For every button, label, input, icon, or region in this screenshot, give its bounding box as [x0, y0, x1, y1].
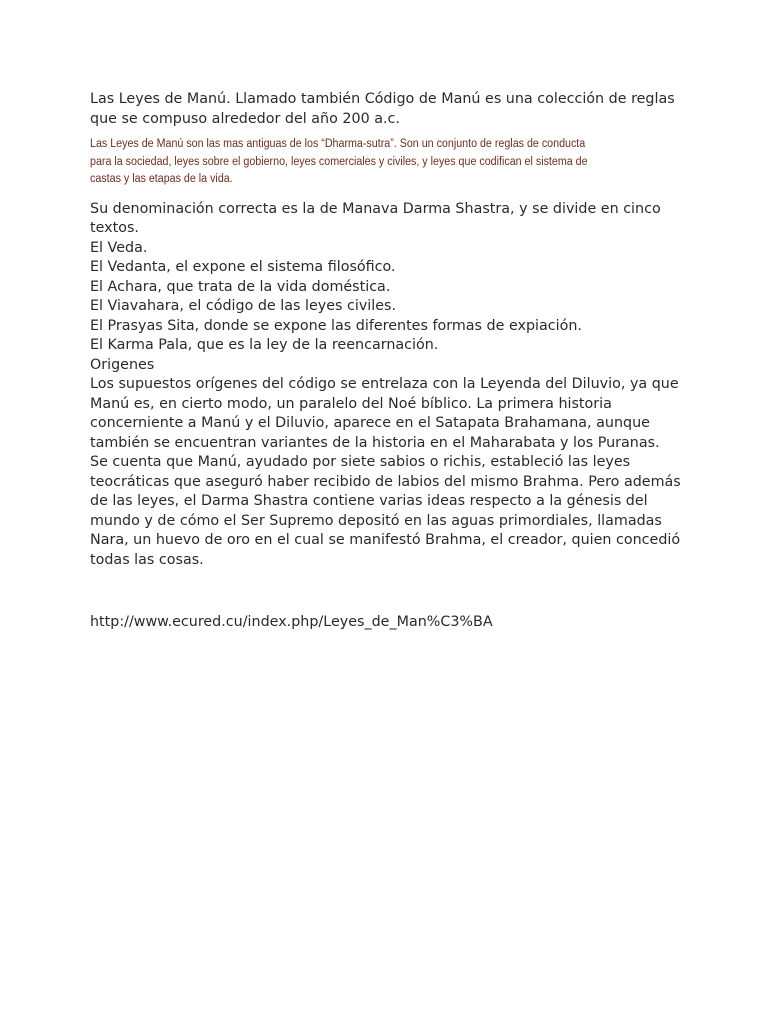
leyes-line: de las leyes, el Darma Shastra contiene varias ideas respecto a la génesis del: [90, 493, 648, 509]
origenes-line: Manú es, en cierto modo, un paralelo del Noé bíblico. La primera historia: [90, 395, 612, 412]
denominacion-line: Su denominación correcta es la de Manava Darma Shastra, y se divide en cinco: [90, 200, 661, 217]
intro-line: que se compuso alrededor del año 200 a.c.: [90, 110, 400, 127]
list-item: El Veda.: [90, 239, 148, 256]
leyes-line: teocráticas que aseguró haber recibido de labios del mismo Brahma. Pero además: [90, 473, 681, 490]
intro-line: Las Leyes de Manú. Llamado también Código de Manú es una colección de reglas: [90, 91, 675, 107]
list-item: El Karma Pala, que es la ley de la reencarnación.: [90, 337, 439, 353]
quote-line: castas y las etapas de la vida.: [90, 173, 233, 185]
list-item: El Achara, que trata de la vida doméstica.: [90, 278, 391, 295]
intro-paragraph: [90, 90, 690, 129]
list-item: El Vedanta, el expone el sistema filosófico.: [90, 259, 396, 275]
section-heading-origenes: Origenes: [90, 356, 155, 373]
origenes-line: también se encuentran variantes de la historia en el Maharabata y los Puranas.: [90, 434, 660, 451]
source-url: http://www.ecured.cu/index.php/Leyes_de_Man%C3%BA: [90, 614, 493, 630]
origenes-line: concerniente a Manú y el Diluvio, aparece en el Satapata Brahamana, aunque: [90, 415, 650, 431]
quote-paragraph: [90, 136, 648, 189]
quote-line: Las Leyes de Manú son las mas antiguas de los “Dharma-sutra”. Son un conjunto de reglas de conducta: [90, 138, 586, 150]
denominacion-line: textos.: [90, 220, 139, 236]
spacer: [90, 570, 690, 613]
leyes-line: mundo y de cómo el Ser Supremo depositó en las aguas primordiales, llamadas: [90, 512, 662, 529]
origenes-line: Los supuestos orígenes del código se entrelaza con la Leyenda del Diluvio, ya que: [90, 376, 679, 392]
leyes-paragraph: [90, 453, 690, 570]
leyes-line: Nara, un huevo de oro en el cual se manifestó Brahma, el creador, quien concedió: [90, 532, 681, 548]
denominacion-paragraph: [90, 200, 690, 239]
leyes-line: todas las cosas.: [90, 551, 204, 568]
document-body: [90, 90, 690, 633]
origenes-paragraph: [90, 375, 690, 453]
textos-list: [90, 239, 690, 356]
list-item: El Prasyas Sita, donde se expone las diferentes formas de expiación.: [90, 317, 582, 334]
quote-line: para la sociedad, leyes sobre el gobierno, leyes comerciales y civiles, y leyes que codifican el sistema de: [90, 155, 588, 168]
list-item: El Viavahara, el código de las leyes civiles.: [90, 298, 397, 314]
leyes-line: Se cuenta que Manú, ayudado por siete sabios o richis, estableció las leyes: [90, 454, 631, 470]
